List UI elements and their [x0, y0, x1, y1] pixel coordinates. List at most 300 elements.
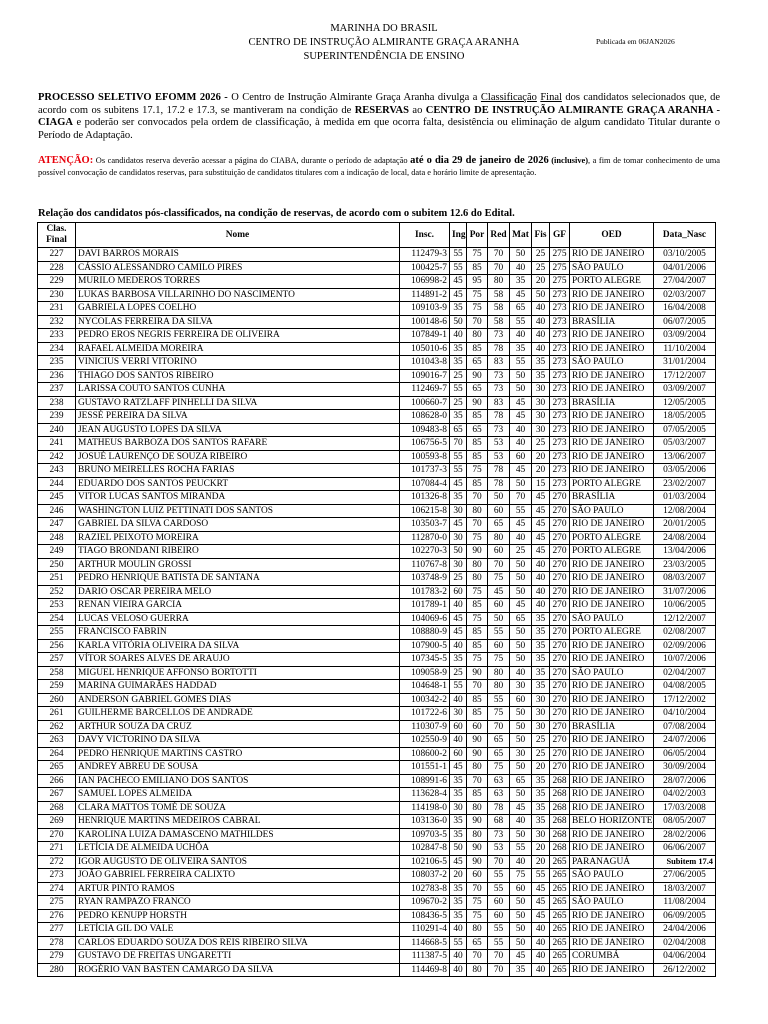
- table-row: [38, 491, 716, 505]
- cell-data-nasc: 31/01/2004: [654, 356, 716, 370]
- cell-red: 58: [488, 315, 510, 329]
- cell-oed: RIO DE JANEIRO: [570, 680, 654, 694]
- cell-ing: 35: [450, 302, 467, 316]
- cell-por: 85: [467, 342, 488, 356]
- cell-por: 75: [467, 896, 488, 910]
- cell-clas: 256: [38, 639, 76, 653]
- cell-gf: 273: [550, 437, 570, 451]
- cell-insc: 109016-7: [400, 369, 450, 383]
- cell-oed: RIO DE JANEIRO: [570, 383, 654, 397]
- cell-red: 60: [488, 504, 510, 518]
- cell-oed: RIO DE JANEIRO: [570, 842, 654, 856]
- cell-data-nasc: 04/01/2006: [654, 261, 716, 275]
- cell-insc: 112469-7: [400, 383, 450, 397]
- cell-gf: 270: [550, 585, 570, 599]
- cell-red: 70: [488, 855, 510, 869]
- cell-por: 85: [467, 450, 488, 464]
- cell-mat: 40: [510, 666, 532, 680]
- cell-gf: 270: [550, 626, 570, 640]
- cell-fis: 45: [532, 518, 550, 532]
- cell-por: 90: [467, 369, 488, 383]
- cell-fis: 35: [532, 612, 550, 626]
- cell-oed: SÃO PAULO: [570, 896, 654, 910]
- cell-insc: 109483-8: [400, 423, 450, 437]
- cell-nome: IAN PACHECO EMILIANO DOS SANTOS: [76, 774, 400, 788]
- intro-reservas: RESERVAS: [354, 104, 409, 116]
- cell-fis: 35: [532, 369, 550, 383]
- cell-data-nasc: 16/04/2008: [654, 302, 716, 316]
- cell-insc: 114469-8: [400, 963, 450, 977]
- cell-ing: 35: [450, 828, 467, 842]
- cell-ing: 45: [450, 626, 467, 640]
- header-line-navy: MARINHA DO BRASIL: [330, 23, 438, 34]
- cell-red: 63: [488, 788, 510, 802]
- cell-clas: 238: [38, 396, 76, 410]
- cell-red: 80: [488, 531, 510, 545]
- cell-data-nasc: 27/06/2005: [654, 869, 716, 883]
- cell-nome: HENRIQUE MARTINS MEDEIROS CABRAL: [76, 815, 400, 829]
- table-row: [38, 680, 716, 694]
- cell-mat: 35: [510, 342, 532, 356]
- cell-fis: 30: [532, 383, 550, 397]
- table-row: [38, 720, 716, 734]
- cell-oed: BRASÍLIA: [570, 491, 654, 505]
- table-row: [38, 275, 716, 289]
- cell-oed: PORTO ALEGRE: [570, 275, 654, 289]
- cell-gf: 275: [550, 248, 570, 262]
- cell-red: 53: [488, 450, 510, 464]
- cell-ing: 40: [450, 923, 467, 937]
- cell-insc: 107849-1: [400, 329, 450, 343]
- table-row: [38, 869, 716, 883]
- cell-clas: 236: [38, 369, 76, 383]
- cell-oed: RIO DE JANEIRO: [570, 288, 654, 302]
- col-header-oed: OED: [570, 223, 654, 248]
- cell-oed: RIO DE JANEIRO: [570, 963, 654, 977]
- cell-gf: 270: [550, 612, 570, 626]
- table-row: [38, 558, 716, 572]
- cell-data-nasc: 12/08/2004: [654, 504, 716, 518]
- cell-por: 75: [467, 288, 488, 302]
- cell-fis: 40: [532, 329, 550, 343]
- cell-mat: 50: [510, 909, 532, 923]
- table-row: [38, 423, 716, 437]
- cell-gf: 273: [550, 383, 570, 397]
- cell-ing: 45: [450, 477, 467, 491]
- cell-fis: 35: [532, 801, 550, 815]
- cell-nome: PEDRO HENRIQUE MARTINS CASTRO: [76, 747, 400, 761]
- cell-insc: 102270-3: [400, 545, 450, 559]
- cell-data-nasc: 11/10/2004: [654, 342, 716, 356]
- cell-clas: 270: [38, 828, 76, 842]
- col-header-clas: Clas. Final: [38, 223, 76, 248]
- cell-nome: KARLA VITÓRIA OLIVEIRA DA SILVA: [76, 639, 400, 653]
- cell-ing: 35: [450, 909, 467, 923]
- cell-insc: 107084-4: [400, 477, 450, 491]
- intro-text-4: e poderão ser convocados pela ordem de classificação, à medida em que ocorra falta, desistência ou eliminação de algum candidato Titular durante o Período de Adaptação.: [38, 117, 720, 141]
- cell-ing: 45: [450, 518, 467, 532]
- cell-insc: 106756-5: [400, 437, 450, 451]
- cell-red: 73: [488, 828, 510, 842]
- cell-mat: 60: [510, 882, 532, 896]
- cell-insc: 109103-9: [400, 302, 450, 316]
- cell-nome: SAMUEL LOPES ALMEIDA: [76, 788, 400, 802]
- cell-fis: 20: [532, 842, 550, 856]
- cell-mat: 50: [510, 788, 532, 802]
- table-row: [38, 329, 716, 343]
- cell-nome: GUILHERME BARCELLOS DE ANDRADE: [76, 707, 400, 721]
- cell-por: 70: [467, 950, 488, 964]
- cell-clas: 263: [38, 734, 76, 748]
- cell-clas: 261: [38, 707, 76, 721]
- table-row: [38, 734, 716, 748]
- cell-mat: 25: [510, 545, 532, 559]
- cell-mat: 40: [510, 855, 532, 869]
- cell-fis: 45: [532, 909, 550, 923]
- cell-red: 45: [488, 585, 510, 599]
- cell-fis: 35: [532, 356, 550, 370]
- cell-fis: 20: [532, 275, 550, 289]
- cell-fis: 25: [532, 734, 550, 748]
- table-row: [38, 963, 716, 977]
- table-row: [38, 612, 716, 626]
- cell-nome: EDUARDO DOS SANTOS PEUCKRT: [76, 477, 400, 491]
- cell-ing: 25: [450, 666, 467, 680]
- cell-nome: PEDRO KENUPP HORSTH: [76, 909, 400, 923]
- cell-red: 68: [488, 815, 510, 829]
- table-row: [38, 761, 716, 775]
- cell-data-nasc: 10/06/2005: [654, 599, 716, 613]
- cell-ing: 50: [450, 842, 467, 856]
- cell-mat: 40: [510, 261, 532, 275]
- cell-ing: 35: [450, 788, 467, 802]
- cell-oed: RIO DE JANEIRO: [570, 923, 654, 937]
- cell-fis: 35: [532, 680, 550, 694]
- cell-oed: SÃO PAULO: [570, 356, 654, 370]
- cell-oed: RIO DE JANEIRO: [570, 734, 654, 748]
- cell-gf: 270: [550, 518, 570, 532]
- cell-mat: 45: [510, 396, 532, 410]
- cell-mat: 40: [510, 531, 532, 545]
- cell-gf: 273: [550, 369, 570, 383]
- cell-mat: 45: [510, 599, 532, 613]
- table-row: [38, 545, 716, 559]
- cell-clas: 234: [38, 342, 76, 356]
- cell-gf: 268: [550, 774, 570, 788]
- cell-por: 75: [467, 909, 488, 923]
- cell-data-nasc: 28/02/2006: [654, 828, 716, 842]
- cell-clas: 254: [38, 612, 76, 626]
- cell-fis: 25: [532, 248, 550, 262]
- cell-oed: PORTO ALEGRE: [570, 545, 654, 559]
- cell-clas: 278: [38, 936, 76, 950]
- intro-paragraph: [38, 92, 720, 142]
- cell-oed: RIO DE JANEIRO: [570, 693, 654, 707]
- cell-oed: PORTO ALEGRE: [570, 531, 654, 545]
- cell-fis: 40: [532, 558, 550, 572]
- table-row: [38, 315, 716, 329]
- cell-oed: RIO DE JANEIRO: [570, 801, 654, 815]
- cell-gf: 270: [550, 761, 570, 775]
- cell-mat: 40: [510, 815, 532, 829]
- cell-mat: 55: [510, 504, 532, 518]
- cell-fis: 45: [532, 545, 550, 559]
- cell-insc: 101737-3: [400, 464, 450, 478]
- attention-inclusive: (inclusive): [551, 156, 589, 165]
- cell-ing: 40: [450, 329, 467, 343]
- cell-por: 70: [467, 774, 488, 788]
- cell-clas: 231: [38, 302, 76, 316]
- cell-mat: 55: [510, 356, 532, 370]
- cell-gf: 270: [550, 666, 570, 680]
- cell-nome: ARTHUR MOULIN GROSSI: [76, 558, 400, 572]
- table-row: [38, 450, 716, 464]
- cell-insc: 102550-9: [400, 734, 450, 748]
- cell-ing: 45: [450, 855, 467, 869]
- cell-nome: MATHEUS BARBOZA DOS SANTOS RAFARE: [76, 437, 400, 451]
- cell-por: 85: [467, 639, 488, 653]
- cell-insc: 106215-8: [400, 504, 450, 518]
- table-row: [38, 369, 716, 383]
- cell-clas: 227: [38, 248, 76, 262]
- cell-ing: 35: [450, 882, 467, 896]
- cell-gf: 273: [550, 288, 570, 302]
- cell-por: 80: [467, 828, 488, 842]
- cell-fis: 25: [532, 261, 550, 275]
- col-header-red: Red: [488, 223, 510, 248]
- cell-oed: RIO DE JANEIRO: [570, 936, 654, 950]
- col-header-gf: GF: [550, 223, 570, 248]
- cell-nome: VÍTOR SOARES ALVES DE ARAUJO: [76, 653, 400, 667]
- cell-fis: 20: [532, 464, 550, 478]
- cell-por: 80: [467, 801, 488, 815]
- cell-data-nasc: 06/07/2005: [654, 315, 716, 329]
- cell-red: 70: [488, 558, 510, 572]
- cell-data-nasc: 06/05/2004: [654, 747, 716, 761]
- cell-oed: RIO DE JANEIRO: [570, 572, 654, 586]
- cell-mat: 75: [510, 869, 532, 883]
- cell-gf: 273: [550, 329, 570, 343]
- cell-fis: 30: [532, 707, 550, 721]
- cell-nome: RAZIEL PEIXOTO MOREIRA: [76, 531, 400, 545]
- cell-mat: 50: [510, 720, 532, 734]
- cell-gf: 265: [550, 882, 570, 896]
- cell-oed: RIO DE JANEIRO: [570, 423, 654, 437]
- cell-mat: 40: [510, 423, 532, 437]
- cell-data-nasc: 04/02/2003: [654, 788, 716, 802]
- cell-clas: 280: [38, 963, 76, 977]
- cell-ing: 40: [450, 734, 467, 748]
- cell-oed: RIO DE JANEIRO: [570, 639, 654, 653]
- cell-oed: SÃO PAULO: [570, 612, 654, 626]
- cell-red: 75: [488, 707, 510, 721]
- cell-clas: 266: [38, 774, 76, 788]
- cell-insc: 114668-5: [400, 936, 450, 950]
- cell-clas: 230: [38, 288, 76, 302]
- cell-red: 70: [488, 248, 510, 262]
- cell-data-nasc: 02/04/2007: [654, 666, 716, 680]
- cell-ing: 25: [450, 396, 467, 410]
- cell-gf: 270: [550, 491, 570, 505]
- table-row: [38, 288, 716, 302]
- cell-red: 63: [488, 774, 510, 788]
- cell-data-nasc: 02/04/2008: [654, 936, 716, 950]
- cell-clas: 265: [38, 761, 76, 775]
- cell-fis: 40: [532, 572, 550, 586]
- cell-por: 85: [467, 410, 488, 424]
- cell-nome: RYAN RAMPAZO FRANCO: [76, 896, 400, 910]
- cell-clas: 255: [38, 626, 76, 640]
- cell-mat: 50: [510, 828, 532, 842]
- cell-ing: 55: [450, 450, 467, 464]
- cell-data-nasc: 08/05/2007: [654, 815, 716, 829]
- cell-fis: 15: [532, 477, 550, 491]
- cell-clas: 244: [38, 477, 76, 491]
- cell-data-nasc: 01/03/2004: [654, 491, 716, 505]
- cell-nome: WASHINGTON LUIZ PETTINATI DOS SANTOS: [76, 504, 400, 518]
- cell-oed: RIO DE JANEIRO: [570, 329, 654, 343]
- cell-clas: 277: [38, 923, 76, 937]
- cell-data-nasc: 13/06/2007: [654, 450, 716, 464]
- cell-nome: LETÍCIA DE ALMEIDA UCHÔA: [76, 842, 400, 856]
- cell-ing: 55: [450, 464, 467, 478]
- cell-ing: 35: [450, 342, 467, 356]
- cell-data-nasc: 06/06/2007: [654, 842, 716, 856]
- cell-nome: MARINA GUIMARÃES HADDAD: [76, 680, 400, 694]
- cell-clas: 246: [38, 504, 76, 518]
- cell-oed: RIO DE JANEIRO: [570, 774, 654, 788]
- cell-fis: 55: [532, 869, 550, 883]
- cell-data-nasc: 12/12/2007: [654, 612, 716, 626]
- col-header-ing: Ing: [450, 223, 467, 248]
- cell-clas: 250: [38, 558, 76, 572]
- cell-por: 90: [467, 815, 488, 829]
- cell-insc: 107900-5: [400, 639, 450, 653]
- cell-data-nasc: 30/09/2004: [654, 761, 716, 775]
- cell-data-nasc: 17/12/2002: [654, 693, 716, 707]
- cell-por: 90: [467, 396, 488, 410]
- cell-clas: 249: [38, 545, 76, 559]
- cell-nome: THIAGO DOS SANTOS RIBEIRO: [76, 369, 400, 383]
- cell-nome: TIAGO BRONDANI RIBEIRO: [76, 545, 400, 559]
- cell-insc: 111387-5: [400, 950, 450, 964]
- cell-insc: 100148-6: [400, 315, 450, 329]
- table-row: [38, 936, 716, 950]
- cell-clas: 262: [38, 720, 76, 734]
- cell-insc: 114891-2: [400, 288, 450, 302]
- cell-oed: SÃO PAULO: [570, 261, 654, 275]
- cell-red: 70: [488, 950, 510, 964]
- cell-clas: 245: [38, 491, 76, 505]
- cell-data-nasc: 07/08/2004: [654, 720, 716, 734]
- cell-oed: PORTO ALEGRE: [570, 626, 654, 640]
- cell-mat: 50: [510, 923, 532, 937]
- cell-fis: 35: [532, 774, 550, 788]
- cell-gf: 265: [550, 963, 570, 977]
- cell-gf: 265: [550, 936, 570, 950]
- cell-gf: 275: [550, 275, 570, 289]
- cell-fis: 45: [532, 491, 550, 505]
- cell-gf: 273: [550, 356, 570, 370]
- cell-fis: 30: [532, 693, 550, 707]
- intro-text-3: ao: [408, 104, 426, 116]
- cell-clas: 247: [38, 518, 76, 532]
- header-line-superintendence: SUPERINTENDÊNCIA DE ENSINO: [303, 51, 465, 62]
- cell-ing: 55: [450, 261, 467, 275]
- cell-clas: 259: [38, 680, 76, 694]
- cell-insc: 109058-9: [400, 666, 450, 680]
- cell-ing: 55: [450, 383, 467, 397]
- cell-clas: 237: [38, 383, 76, 397]
- cell-red: 53: [488, 437, 510, 451]
- table-row: [38, 464, 716, 478]
- cell-ing: 35: [450, 491, 467, 505]
- cell-nome: CÁSSIO ALESSANDRO CAMILO PIRES: [76, 261, 400, 275]
- cell-ing: 60: [450, 720, 467, 734]
- cell-insc: 104648-1: [400, 680, 450, 694]
- cell-gf: 270: [550, 693, 570, 707]
- cell-fis: 40: [532, 599, 550, 613]
- cell-fis: 35: [532, 626, 550, 640]
- cell-fis: 40: [532, 936, 550, 950]
- cell-fis: 30: [532, 720, 550, 734]
- cell-oed: RIO DE JANEIRO: [570, 585, 654, 599]
- table-row: [38, 842, 716, 856]
- cell-red: 55: [488, 693, 510, 707]
- cell-data-nasc: 10/07/2006: [654, 653, 716, 667]
- cell-gf: 265: [550, 909, 570, 923]
- cell-gf: 273: [550, 477, 570, 491]
- cell-mat: 40: [510, 329, 532, 343]
- cell-mat: 30: [510, 680, 532, 694]
- cell-insc: 101789-1: [400, 599, 450, 613]
- cell-data-nasc: 13/04/2006: [654, 545, 716, 559]
- cell-clas: 253: [38, 599, 76, 613]
- table-row: [38, 666, 716, 680]
- cell-mat: 45: [510, 410, 532, 424]
- cell-gf: 273: [550, 396, 570, 410]
- cell-gf: 270: [550, 504, 570, 518]
- cell-data-nasc: 17/12/2007: [654, 369, 716, 383]
- table-row: [38, 302, 716, 316]
- table-row: [38, 626, 716, 640]
- cell-clas: 248: [38, 531, 76, 545]
- cell-clas: 273: [38, 869, 76, 883]
- cell-por: 70: [467, 882, 488, 896]
- table-row: [38, 410, 716, 424]
- cell-fis: 40: [532, 315, 550, 329]
- cell-insc: 101551-1: [400, 761, 450, 775]
- cell-data-nasc: 08/03/2007: [654, 572, 716, 586]
- cell-nome: RENAN VIEIRA GARCIA: [76, 599, 400, 613]
- cell-oed: RIO DE JANEIRO: [570, 599, 654, 613]
- cell-fis: 20: [532, 855, 550, 869]
- cell-mat: 50: [510, 734, 532, 748]
- table-row: [38, 531, 716, 545]
- cell-mat: 50: [510, 383, 532, 397]
- cell-fis: 45: [532, 531, 550, 545]
- cell-clas: 228: [38, 261, 76, 275]
- cell-fis: 40: [532, 342, 550, 356]
- cell-nome: RAFAEL ALMEIDA MOREIRA: [76, 342, 400, 356]
- cell-gf: 268: [550, 842, 570, 856]
- cell-mat: 55: [510, 315, 532, 329]
- cell-fis: 40: [532, 963, 550, 977]
- intro-classificacao: Classificação: [480, 92, 537, 103]
- cell-nome: LUCAS VELOSO GUERRA: [76, 612, 400, 626]
- cell-ing: 35: [450, 410, 467, 424]
- cell-nome: GUSTAVO RATZLAFF PINHELLI DA SILVA: [76, 396, 400, 410]
